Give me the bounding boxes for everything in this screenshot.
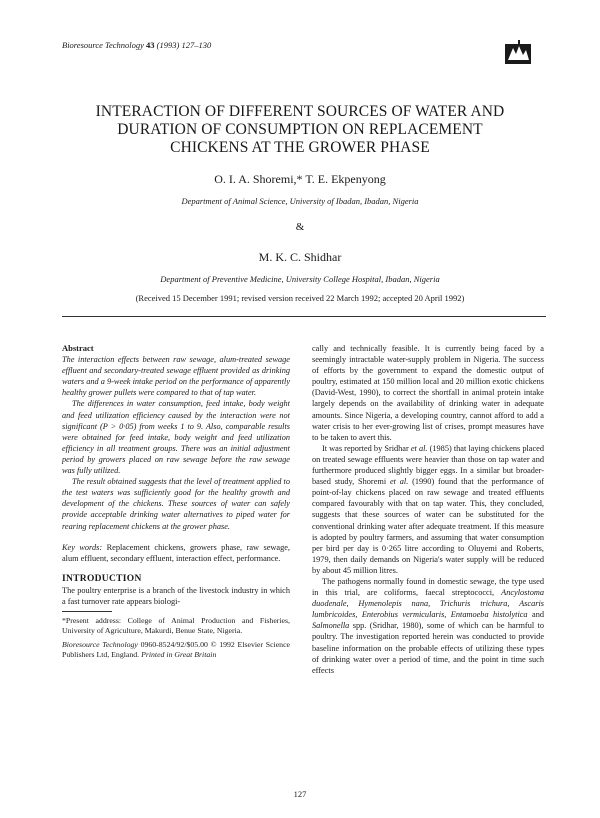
keywords <box>62 542 290 564</box>
affiliation-1: Department of Animal Science, University of Ibadan, Ibadan, Nigeria <box>181 196 419 206</box>
copyright-publisher: Elsevier Science Publishers Ltd, England. <box>62 640 290 660</box>
journal-citation <box>62 40 211 50</box>
introduction-paragraph-1: The poultry enterprise is a branch of the livestock industry in which a fast turnover rate appears biologi- <box>62 585 290 606</box>
copyright-notice <box>62 640 290 660</box>
body-paragraph-2: It was reported by Sridhar et al. (1985) that laying chickens placed on treated sewage effluents were heavier than those on tap water and furthermore produced slightly bigger eggs. In a similar but broader-based study, Shoremi et al. (1990) found that the performance of point-of-lay chickens placed on raw sewage and treated effluents compared favourably with that on tap water. This, they concluded, suggests that these sources of water can be substituted for the conventional drinking water after adequate treatment. If this measure is adopted by poultry farmers, and assuming that water consumption per bird per day is 0·265 litre according to Oluyemi and Roberts, 1979, then daily demands on Nigeria's water supply will be reduced by about 45 million litres. <box>312 443 545 575</box>
header-divider <box>62 316 546 317</box>
abstract-heading: Abstract <box>62 343 94 353</box>
received-dates: (Received 15 December 1991; revised version received 22 March 1992; accepted 20 April 1992) <box>135 293 465 303</box>
title-line: INTERACTION OF DIFFERENT SOURCES OF WATER AND <box>95 103 505 120</box>
body-paragraph-1: cally and technically feasible. It is currently being faced by a seemingly intractable water-supply problem in Nigeria. The success of efforts by the government to expand the domestic output of poultry, estimated at 150 million local and 20 million exotic chickens (David-West, 1990), to correct the shortfall in animal protein intake largely depends on the availability of drinking water in adequate amounts. Since Nigeria, a developing country, cannot afford to add a water crisis to her ever-growing list of crises, prompt measures have to be taken to avert this. <box>312 344 544 442</box>
title-line: CHICKENS AT THE GROWER PHASE <box>170 139 430 156</box>
page-number: 127 <box>293 789 307 799</box>
abstract-paragraph-1: The interaction effects between raw sewage, alum-treated sewage effluent and secondary-treated sewage effluent provided as drinking waters and a 9-week intake period on the performance of apparently healthy grower pullets were compared to that of tap water. <box>62 355 290 398</box>
footnote-divider <box>62 611 112 612</box>
left-column <box>62 343 290 660</box>
abstract-paragraph-2: The differences in water consumption, feed intake, body weight and feed utilization efficiency caused by the interaction were not significant (P > 0·05) from weeks 1 to 9. Also, comparable results were obtained for feed intake, body weight and feed utilization efficiency in all treatment groups. There was an initial adjustment period by growers placed on raw sewage before the raw sewage was fully utilized. <box>62 399 290 476</box>
article-title <box>40 103 560 157</box>
title-line: DURATION OF CONSUMPTION ON REPLACEMENT <box>117 121 483 138</box>
authors-group-1: O. I. A. Shoremi,* T. E. Ekpenyong <box>214 172 386 186</box>
introduction-heading: INTRODUCTION <box>62 573 142 584</box>
abstract-paragraph-3: The result obtained suggests that the level of treatment applied to the test waters was sufficiently good for the healthy growth and development of the chickens. These sources of water can safely provide acceptable drinking water alternatives to piped water for rearing replacement chickens at the grower phase. <box>62 477 290 531</box>
copyright-printed: Printed in Great Britain <box>141 650 217 660</box>
journal-volume: 43 <box>146 40 155 50</box>
affiliation-2: Department of Preventive Medicine, University College Hospital, Ibadan, Nigeria <box>160 274 440 284</box>
copyright-code: 0960-8524/92/$05.00 © 1992 <box>140 640 235 650</box>
keywords-text: Replacement chickens, growers phase, raw sewage, alum effluent, secondary effluent, interaction effect, performance. <box>62 542 291 563</box>
publisher-logo-icon <box>505 40 531 64</box>
journal-year-pages: (1993) 127–130 <box>156 40 212 50</box>
journal-name: Bioresource Technology <box>62 40 144 50</box>
copyright-journal: Bioresource Technology <box>62 640 138 650</box>
ampersand: & <box>295 221 305 233</box>
footnote: *Present address: College of Animal Production and Fisheries, University of Agriculture, Makurdi, Benue State, Nigeria. <box>62 616 290 636</box>
authors-group-2: M. K. C. Shidhar <box>258 250 342 264</box>
body-paragraph-3: The pathogens normally found in domestic sewage, the type used in this trial, are coliforms, faecal streptococci, Ancylostoma duodenale, Hymenolepis nana, Trichuris trichura, Ascaris lumbricoides, Enterobius vermicularis, Entamoeba histolytica and Salmonella spp. (Sridhar, 1980), some of which can be harmful to poultry. The investigation reported herein was conducted to provide baseline information on the probable effects of utilizing these types of drinking water over a period of time, and the point in time such effects <box>312 576 545 675</box>
keywords-label: Key words: <box>62 542 103 552</box>
right-column <box>312 343 544 676</box>
